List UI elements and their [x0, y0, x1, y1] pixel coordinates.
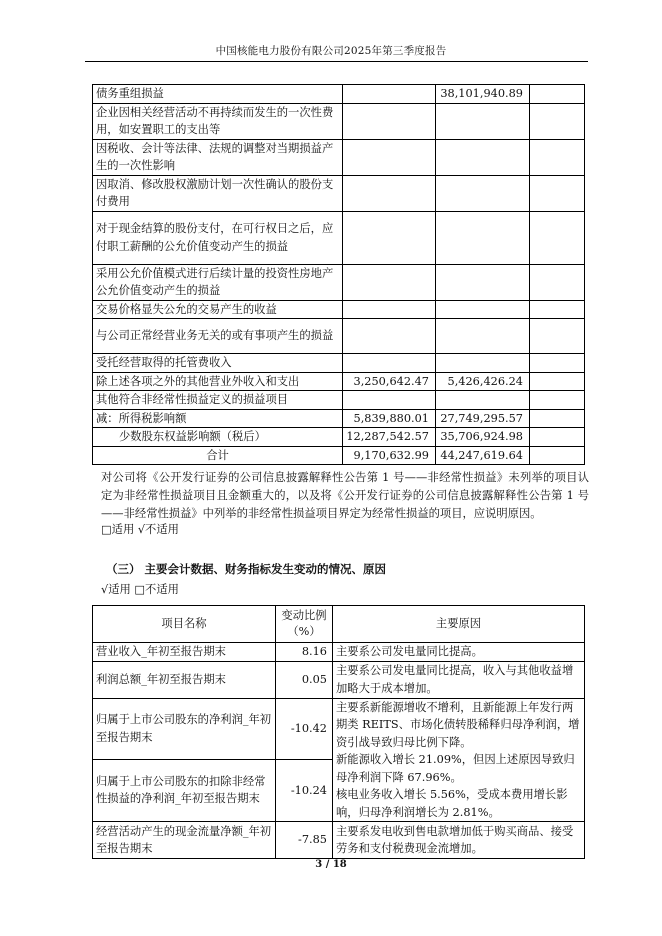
row-note — [530, 391, 585, 410]
row-note — [530, 211, 585, 264]
table-row — [93, 211, 585, 264]
row-amount-ytd: 27,749,295.57 — [436, 409, 530, 428]
table-row-item: 营业收入_年初至报告期末 — [93, 643, 276, 662]
section-title: （三） 主要会计数据、财务指标发生变动的情况、原因 — [106, 562, 387, 576]
row-item-label: 采用公允价值模式进行后续计量的投资性房地产公允价值变动产生的损益 — [93, 264, 343, 300]
row-amount-current — [343, 391, 436, 410]
table-row — [93, 446, 585, 465]
table-row-ratio: -7.85 — [276, 822, 333, 859]
row-amount-current — [343, 211, 436, 264]
table-row-reason: 主要系公司发电量同比提高，收入与其他收益增加略大于成本增加。 — [333, 661, 585, 698]
row-item-label: 对于现金结算的股份支付，在可行权日之后，应付职工薪酬的公允价值变动产生的损益 — [93, 211, 343, 264]
row-note — [530, 300, 585, 319]
header-item-name: 项目名称 — [93, 606, 276, 643]
table-row — [93, 391, 585, 410]
row-amount-ytd — [436, 319, 530, 354]
explanation-paragraph: 对公司将《公开发行证券的公司信息披露解释性公告第 1 号——非经常性损益》未列举的项目认定为非经常性损益项目且金额重大的，以及将《公开发行证券的公司信息披露解释性公告第 1 号——非经常性损益》中列举的非经常性损益项目界定为经常性损益的项目，应说明原因。 — [101, 471, 589, 520]
row-amount-current — [343, 354, 436, 373]
row-amount-current: 12,287,542.57 — [343, 428, 436, 447]
row-note — [530, 103, 585, 139]
row-note — [530, 428, 585, 447]
table-row-reason: 主要系发电收到售电款增加低于购买商品、接受劳务和支付税费现金流增加。 — [333, 822, 585, 859]
table-row-ratio: -10.24 — [276, 759, 333, 821]
table-row — [93, 175, 585, 211]
row-amount-ytd — [436, 300, 530, 319]
page-number: 3 / 18 — [315, 859, 347, 870]
row-note — [530, 139, 585, 175]
table-row-item: 归属于上市公司股东的净利润_年初至报告期末 — [93, 698, 276, 759]
row-item-label: 合计 — [93, 446, 343, 465]
row-note — [530, 446, 585, 465]
row-amount-ytd — [436, 139, 530, 175]
row-item-label: 减：所得税影响额 — [93, 409, 343, 428]
table-row-ratio: 8.16 — [276, 643, 333, 662]
row-amount-current — [343, 175, 436, 211]
table-row — [93, 372, 585, 391]
table-row — [93, 319, 585, 354]
row-item-label: 交易价格显失公允的交易产生的收益 — [93, 300, 343, 319]
row-item-label: 少数股东权益影响额（税后） — [93, 428, 343, 447]
row-note — [530, 175, 585, 211]
header-divider — [85, 61, 588, 62]
row-amount-ytd — [436, 391, 530, 410]
row-item-label: 受托经营取得的托管费收入 — [93, 354, 343, 373]
row-amount-ytd — [436, 175, 530, 211]
row-amount-ytd: 38,101,940.89 — [436, 85, 530, 104]
table-row-item: 归属于上市公司股东的扣除非经常性损益的净利润_年初至报告期末 — [93, 759, 276, 821]
row-amount-current — [343, 85, 436, 104]
row-item-label: 除上述各项之外的其他营业外收入和支出 — [93, 372, 343, 391]
row-amount-current — [343, 319, 436, 354]
table-row — [93, 103, 585, 139]
row-item-label: 企业因相关经营活动不再持续而发生的一次性费用，如安置职工的支出等 — [93, 103, 343, 139]
table-row — [93, 85, 585, 104]
row-item-label: 债务重组损益 — [93, 85, 343, 104]
table-row — [93, 354, 585, 373]
explanation-applicability: □适用 √不适用 — [101, 523, 179, 536]
row-note — [530, 372, 585, 391]
row-note — [530, 319, 585, 354]
row-amount-current — [343, 103, 436, 139]
non-recurring-gains-table — [92, 84, 585, 465]
table-row — [93, 428, 585, 447]
row-note — [530, 409, 585, 428]
row-item-label: 因税收、会计等法律、法规的调整对当期损益产生的一次性影响 — [93, 139, 343, 175]
row-note — [530, 354, 585, 373]
row-amount-ytd: 5,426,426.24 — [436, 372, 530, 391]
table-row-item: 经营活动产生的现金流量净额_年初至报告期末 — [93, 822, 276, 859]
row-amount-ytd: 44,247,619.64 — [436, 446, 530, 465]
row-item-label: 与公司正常经营业务无关的或有事项产生的损益 — [93, 319, 343, 354]
row-amount-current — [343, 264, 436, 300]
table-row-reason: 主要系公司发电量同比提高。 — [333, 643, 585, 662]
table-row — [93, 300, 585, 319]
row-note — [530, 85, 585, 104]
header-main-reason: 主要原因 — [333, 606, 585, 643]
row-amount-current — [343, 300, 436, 319]
row-amount-ytd — [436, 103, 530, 139]
table-row-ratio: 0.05 — [276, 661, 333, 698]
table-row-ratio: -10.42 — [276, 698, 333, 759]
row-amount-ytd: 35,706,924.98 — [436, 428, 530, 447]
reason-paragraph: 核电业务收入增长 5.56%，受成本费用增长影响，归母净利润增长为 2.81%。 — [336, 788, 568, 819]
row-amount-ytd — [436, 211, 530, 264]
table-row — [93, 409, 585, 428]
reason-paragraph: 新能源收入增长 21.09%，但因上述原因导致归母净利润下降 67.96%。 — [336, 753, 575, 784]
row-note — [530, 264, 585, 300]
financial-changes-table — [92, 605, 585, 859]
row-amount-current: 3,250,642.47 — [343, 372, 436, 391]
row-item-label: 其他符合非经常性损益定义的损益项目 — [93, 391, 343, 410]
reason-paragraph: 主要系新能源增收不增利，且新能源上年发行两期类 REITS、市场化债转股稀释归母净利润，增资引战导致归母比例下降。 — [336, 700, 580, 749]
row-item-label: 因取消、修改股权激励计划一次性确认的股份支付费用 — [93, 175, 343, 211]
row-amount-current — [343, 139, 436, 175]
row-amount-ytd — [436, 354, 530, 373]
table-row-reason-shared — [333, 698, 585, 822]
table-row — [93, 264, 585, 300]
table-row — [93, 139, 585, 175]
page-header-title: 中国核能电力股份有限公司2025年第三季度报告 — [215, 45, 447, 57]
row-amount-current: 5,839,880.01 — [343, 409, 436, 428]
row-amount-ytd — [436, 264, 530, 300]
section-applicability: √适用 □不适用 — [101, 583, 179, 596]
header-change-ratio: 变动比例（%） — [276, 606, 333, 643]
row-amount-current: 9,170,632.99 — [343, 446, 436, 465]
table-row-item: 利润总额_年初至报告期末 — [93, 661, 276, 698]
